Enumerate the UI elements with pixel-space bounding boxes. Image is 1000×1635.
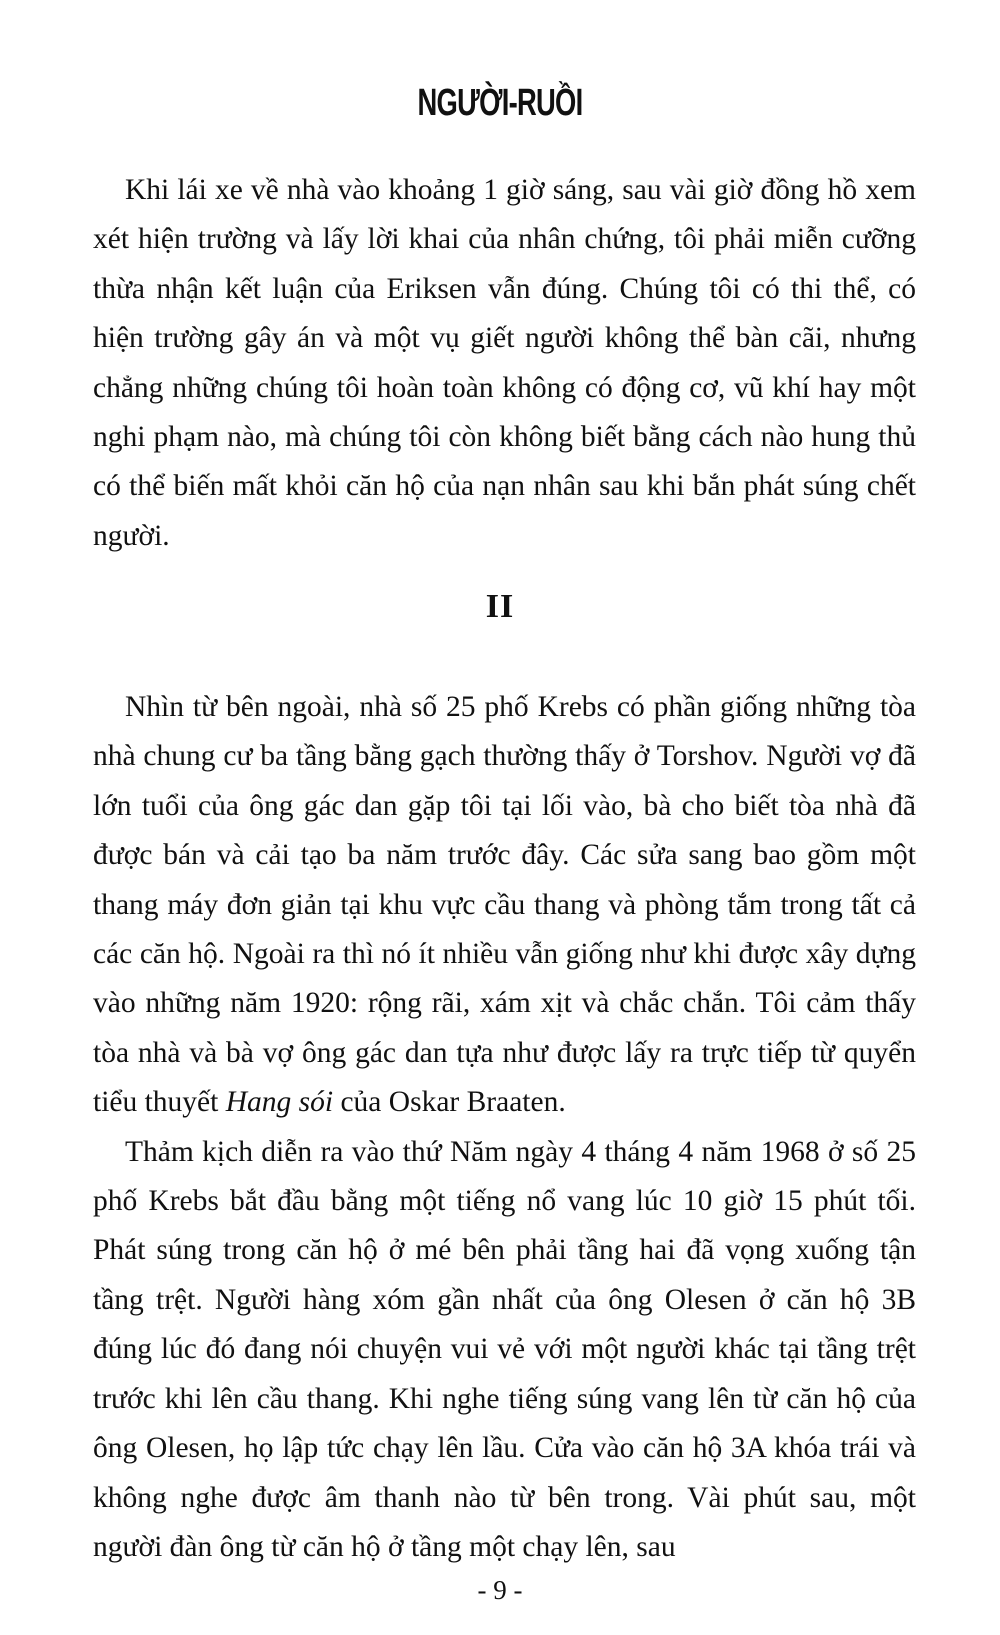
text-block-section-ii xyxy=(93,683,916,1572)
text-block-opening xyxy=(93,166,916,561)
page-number: - 9 - xyxy=(477,1575,523,1605)
paragraph-2-text-start: Nhìn từ bên ngoài, nhà số 25 phố Krebs có phần giống những tòa nhà chung cư ba tầng bằng gạch thường thấy ở Torshov. Người vợ đã lớn tuổi của ông gác dan gặp tôi tại lối vào, bà cho biết tòa nhà đã được bán và cải tạo ba năm trước đây. Các sửa sang bao gồm một thang máy đơn giản tại khu vực cầu thang và phòng tắm trong tất cả các căn hộ. Ngoài ra thì nó ít nhiều vẫn giống như khi được xây dựng vào những năm 1920: rộng rãi, xám xịt và chắc chắn. Tôi cảm thấy tòa nhà và bà vợ ông gác dan tựa như được lấy ra trực tiếp từ quyển tiểu thuyết xyxy=(93,691,916,1119)
novel-title-italic: Hang sói xyxy=(225,1086,334,1119)
paragraph-2-text-end: của Oskar Braaten. xyxy=(333,1086,566,1119)
paragraph-tragedy-account: Thảm kịch diễn ra vào thứ Năm ngày 4 tháng 4 năm 1968 ở số 25 phố Krebs bắt đầu bằng một tiếng nổ vang lúc 10 giờ 15 phút tối. Phát súng trong căn hộ ở mé bên phải tầng hai đã vọng xuống tận tầng trệt. Người hàng xóm gần nhất của ông Olesen ở căn hộ 3B đúng lúc đó đang nói chuyện vui vẻ với một người khác tại tầng trệt trước khi lên cầu thang. Khi nghe tiếng súng vang lên từ căn hộ của ông Olesen, họ lập tức chạy lên lầu. Cửa vào căn hộ 3A khóa trái và không nghe được âm thanh nào từ bên trong. Vài phút sau, một người đàn ông từ căn hộ ở tầng một chạy lên, sau xyxy=(93,1135,916,1563)
section-heading: II xyxy=(485,588,515,625)
paragraph-opening: Khi lái xe về nhà vào khoảng 1 giờ sáng, sau vài giờ đồng hồ xem xét hiện trường và lấy lời khai của nhân chứng, tôi phải miễn cưỡng thừa nhận kết luận của Eriksen vẫn đúng. Chúng tôi có thi thể, có hiện trường gây án và một vụ giết người không thể bàn cãi, nhưng chẳng những chúng tôi hoàn toàn không có động cơ, vũ khí hay một nghi phạm nào, mà chúng tôi còn không biết bằng cách nào hung thủ có thể biến mất khỏi căn hộ của nạn nhân sau khi bắn phát súng chết người. xyxy=(93,174,916,552)
running-header-title: NGƯỜI-RUỒI xyxy=(417,82,583,124)
paragraph-building-description xyxy=(93,683,916,1128)
